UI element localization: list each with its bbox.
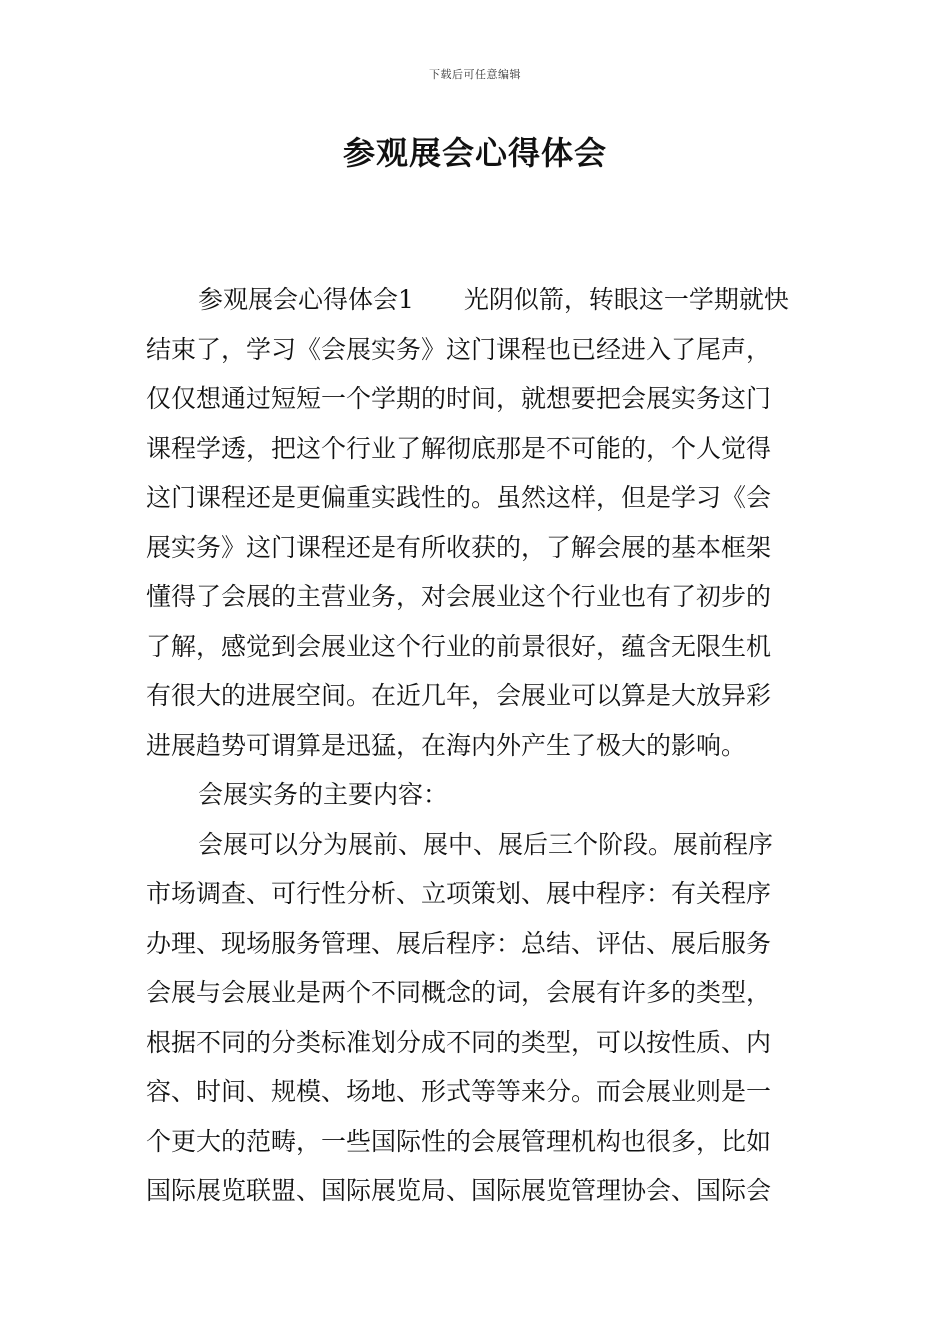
body-line: 进展趋势可谓算是迅猛，在海内外产生了极大的影响。 [146,730,747,760]
body-line: 课程学透，把这个行业了解彻底那是不可能的，个人觉得 [146,433,772,463]
body-line: 办理、现场服务管理、展后程序：总结、评估、展后服务 [146,928,772,958]
body-line: 这门课程还是更偏重实践性的。虽然这样，但是学习《会 [146,483,772,512]
body-line: 结束了，学习《会展实务》这门课程也已经进入了尾声， [146,334,772,364]
body-line: 展实务》这门课程还是有所收获的，了解会展的基本框架 [146,532,772,562]
document-body [146,280,808,1221]
body-line: 懂得了会展的主营业务，对会展业这个行业也有了初步的 [146,582,772,611]
body-line: 会展与会展业是两个不同概念的词，会展有许多的类型， [146,978,772,1007]
body-line: 市场调查、可行性分析、立项策划、展中程序：有关程序 [146,879,772,908]
body-line: 容、时间、规模、场地、形式等等来分。而会展业则是一 [146,1077,772,1106]
body-line: 个更大的范畴，一些国际性的会展管理机构也很多，比如 [146,1126,772,1156]
body-line: 参观展会心得体会1 光阴似箭，转眼这一学期就快 [198,285,789,314]
body-line: 有很大的进展空间。在近几年，会展业可以算是大放异彩 [146,681,772,710]
body-line: 仅仅想通过短短一个学期的时间，就想要把会展实务这门 [146,384,772,413]
body-line: 会展可以分为展前、展中、展后三个阶段。展前程序 [198,829,774,859]
header-note: 下载后可任意编辑 [429,68,521,81]
body-line: 了解，感觉到会展业这个行业的前景很好，蕴含无限生机 [146,631,772,661]
body-line: 国际展览联盟、国际展览局、国际展览管理协会、国际会 [146,1176,772,1205]
section-heading: 会展实务的主要内容： [198,780,449,809]
document-title: 参观展会心得体会 [342,134,607,172]
body-line: 根据不同的分类标准划分成不同的类型，可以按性质、内 [146,1027,772,1057]
